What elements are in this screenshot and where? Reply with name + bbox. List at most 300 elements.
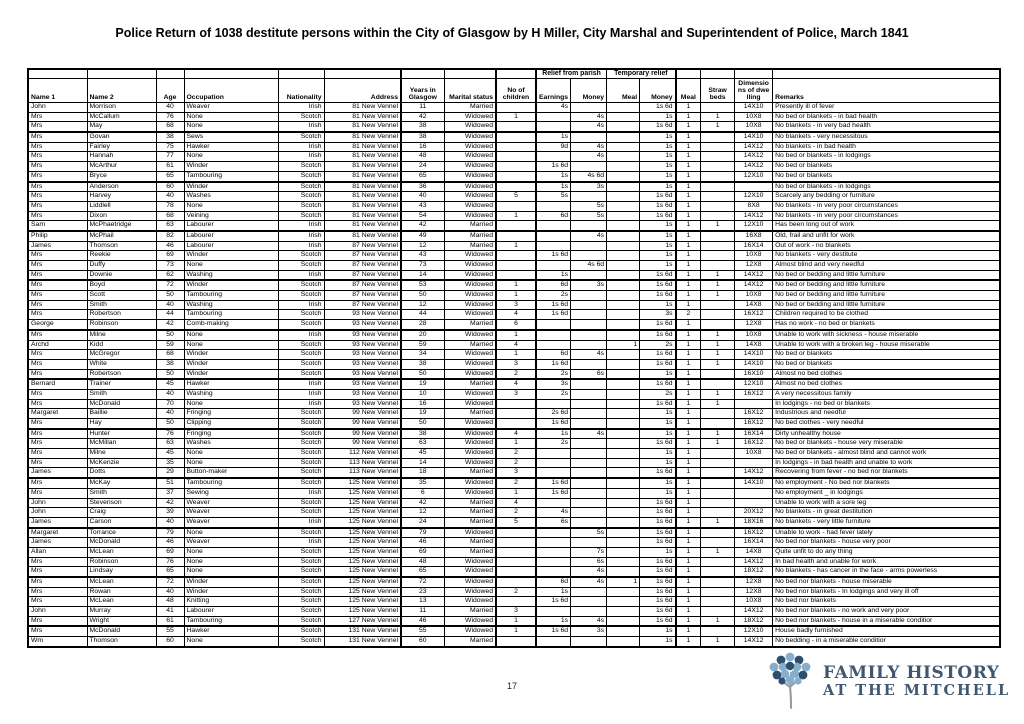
cell-meal: 1	[676, 597, 701, 607]
cell-meal	[607, 528, 640, 538]
cell-name-1: James	[28, 468, 87, 478]
cell-remarks: No bed or blankets - in lodgings	[773, 182, 1000, 192]
cell-meal	[607, 488, 640, 498]
col-header-age: Age	[156, 79, 184, 103]
cell-dimensions-of-dwelling: 12X8	[735, 261, 773, 271]
cell-nationality: Scotch	[278, 597, 324, 607]
cell-age: 60	[156, 182, 184, 192]
col-header-meal: Meal	[607, 79, 640, 103]
cell-earnings: 1s 6d	[536, 300, 571, 310]
cell-nationality: Scotch	[278, 320, 324, 330]
cell-money	[571, 379, 607, 389]
cell-straw-beds: 1	[701, 291, 735, 301]
cell-name-1: Mrs	[28, 478, 87, 488]
cell-address: 93 New Vennel	[324, 379, 401, 389]
cell-no-of-children: 4	[496, 429, 536, 439]
cell-straw-beds	[701, 231, 735, 241]
cell-years-in-glasgow: 63	[401, 439, 444, 449]
cell-meal: 1	[676, 112, 701, 122]
cell-nationality: Scotch	[278, 626, 324, 636]
cell-address: 81 New Vennel	[324, 152, 401, 162]
cell-money: 3s	[571, 182, 607, 192]
cell-straw-beds	[701, 607, 735, 617]
cell-age: 38	[156, 359, 184, 369]
logo-line-2: AT THE MITCHELL	[823, 682, 1011, 700]
cell-dimensions-of-dwelling: 14X12	[735, 152, 773, 162]
cell-money: 4s	[571, 567, 607, 577]
cell-marital-status: Widowed	[444, 251, 496, 261]
cell-no-of-children	[496, 567, 536, 577]
col-header-nationality: Nationality	[278, 79, 324, 103]
cell-name-2: May	[87, 122, 156, 132]
cell-name-1: Archd	[28, 340, 87, 350]
cell-money: 1s	[640, 478, 676, 488]
cell-meal: 1	[676, 132, 701, 142]
cell-meal	[607, 587, 640, 597]
cell-address: 81 New Vennel	[324, 231, 401, 241]
cell-marital-status: Widowed	[444, 182, 496, 192]
cell-no-of-children: 1	[496, 112, 536, 122]
cell-meal	[607, 607, 640, 617]
cell-money: 4s 6d	[571, 261, 607, 271]
cell-name-2: Torrance	[87, 528, 156, 538]
cell-address: 81 New Vennel	[324, 171, 401, 181]
cell-meal	[607, 547, 640, 557]
cell-marital-status: Widowed	[444, 399, 496, 409]
cell-straw-beds	[701, 379, 735, 389]
cell-money: 1s 6d	[640, 577, 676, 587]
cell-money: 4s 6d	[571, 171, 607, 181]
cell-meal	[607, 439, 640, 449]
col-header-name-2: Name 2	[87, 79, 156, 103]
cell-name-1: Mrs	[28, 300, 87, 310]
cell-meal: 1	[676, 359, 701, 369]
cell-address: 81 New Vennel	[324, 192, 401, 202]
cell-occupation: Weaver	[184, 508, 278, 518]
cell-address: 81 New Vennel	[324, 221, 401, 231]
cell-address: 93 New Vennel	[324, 359, 401, 369]
cell-no-of-children: 1	[496, 350, 536, 360]
table-row	[28, 122, 1000, 132]
cell-straw-beds: 1	[701, 637, 735, 647]
cell-age: 77	[156, 152, 184, 162]
cell-name-1: Mrs	[28, 291, 87, 301]
cell-meal: 1	[676, 261, 701, 271]
cell-nationality: Irish	[278, 241, 324, 251]
cell-straw-beds	[701, 409, 735, 419]
cell-name-1: Mrs	[28, 597, 87, 607]
cell-dimensions-of-dwelling: 18X12	[735, 616, 773, 626]
cell-money: 3s	[571, 626, 607, 636]
cell-name-1: Mrs	[28, 201, 87, 211]
cell-name-1: Mrs	[28, 616, 87, 626]
cell-money	[571, 517, 607, 527]
cell-name-2: Trainer	[87, 379, 156, 389]
cell-straw-beds: 1	[701, 340, 735, 350]
cell-years-in-glasgow: 49	[401, 231, 444, 241]
cell-marital-status: Widowed	[444, 626, 496, 636]
column-header-row	[28, 79, 1000, 103]
cell-age: 42	[156, 498, 184, 508]
cell-no-of-children	[496, 270, 536, 280]
cell-nationality: Scotch	[278, 498, 324, 508]
cell-marital-status: Widowed	[444, 142, 496, 152]
cell-no-of-children: 2	[496, 478, 536, 488]
cell-straw-beds	[701, 142, 735, 152]
cell-marital-status: Widowed	[444, 429, 496, 439]
cell-dimensions-of-dwelling: 20X12	[735, 508, 773, 518]
cell-no-of-children: 1	[496, 211, 536, 221]
cell-age: 65	[156, 171, 184, 181]
cell-straw-beds	[701, 320, 735, 330]
cell-name-1: George	[28, 320, 87, 330]
cell-marital-status: Married	[444, 231, 496, 241]
cell-no-of-children	[496, 597, 536, 607]
cell-straw-beds: 1	[701, 221, 735, 231]
cell-address: 125 New Vennel	[324, 577, 401, 587]
cell-name-1: Mrs	[28, 419, 87, 429]
cell-name-1: Mrs	[28, 389, 87, 399]
cell-name-1: Mrs	[28, 132, 87, 142]
cell-address: 87 New Vennel	[324, 270, 401, 280]
cell-no-of-children	[496, 637, 536, 647]
cell-address: 125 New Vennel	[324, 498, 401, 508]
cell-money: 1s 6d	[640, 201, 676, 211]
cell-dimensions-of-dwelling: 14X10	[735, 132, 773, 142]
cell-remarks: No bed nor blankets - no work and very poor	[773, 607, 1000, 617]
cell-dimensions-of-dwelling: 16X8	[735, 231, 773, 241]
cell-name-1: Mrs	[28, 122, 87, 132]
table-row	[28, 429, 1000, 439]
cell-no-of-children	[496, 182, 536, 192]
cell-money: 1s	[640, 419, 676, 429]
cell-no-of-children: 2	[496, 458, 536, 468]
cell-straw-beds	[701, 577, 735, 587]
cell-meal: 1	[676, 291, 701, 301]
cell-name-2: Bryce	[87, 171, 156, 181]
cell-years-in-glasgow: 34	[401, 350, 444, 360]
cell-address: 125 New Vennel	[324, 557, 401, 567]
cell-dimensions-of-dwelling: 14X12	[735, 270, 773, 280]
cell-meal: 1	[676, 142, 701, 152]
table-row	[28, 241, 1000, 251]
table-row	[28, 538, 1000, 548]
cell-no-of-children	[496, 261, 536, 271]
cell-straw-beds	[701, 488, 735, 498]
cell-years-in-glasgow: 38	[401, 359, 444, 369]
cell-years-in-glasgow: 55	[401, 626, 444, 636]
cell-straw-beds	[701, 162, 735, 172]
cell-occupation: Sews	[184, 132, 278, 142]
cell-dimensions-of-dwelling: 14X10	[735, 478, 773, 488]
cell-remarks: In bad health and unable for work	[773, 557, 1000, 567]
table-row	[28, 517, 1000, 527]
cell-money: 1s	[640, 626, 676, 636]
cell-dimensions-of-dwelling: 10X8	[735, 112, 773, 122]
cell-occupation: None	[184, 637, 278, 647]
cell-occupation: Winder	[184, 359, 278, 369]
cell-address: 87 New Vennel	[324, 280, 401, 290]
cell-nationality: Scotch	[278, 468, 324, 478]
cell-years-in-glasgow: 50	[401, 369, 444, 379]
cell-meal: 1	[676, 478, 701, 488]
cell-occupation: Button-maker	[184, 468, 278, 478]
col-header-dimensions-of-dwelling: Dimensions of dwelling	[735, 79, 773, 103]
cell-money: 1s 6d	[640, 103, 676, 113]
cell-money: 1s	[640, 251, 676, 261]
cell-occupation: Winder	[184, 251, 278, 261]
cell-remarks: In lodgings - in bad health and unable to work	[773, 458, 1000, 468]
cell-marital-status: Widowed	[444, 291, 496, 301]
cell-marital-status: Married	[444, 103, 496, 113]
table-row	[28, 221, 1000, 231]
cell-meal	[607, 409, 640, 419]
cell-dimensions-of-dwelling: 14X10	[735, 350, 773, 360]
cell-age: 63	[156, 221, 184, 231]
col-header-years-in-glasgow: Years in Glasgow	[401, 79, 444, 103]
cell-no-of-children	[496, 152, 536, 162]
table-row	[28, 201, 1000, 211]
cell-years-in-glasgow: 79	[401, 528, 444, 538]
cell-dimensions-of-dwelling: 16X12	[735, 528, 773, 538]
cell-years-in-glasgow: 24	[401, 517, 444, 527]
col-header-money: Money	[571, 79, 607, 103]
cell-name-2: McDonald	[87, 538, 156, 548]
cell-straw-beds: 1	[701, 429, 735, 439]
table-row	[28, 567, 1000, 577]
cell-dimensions-of-dwelling: 14X8	[735, 547, 773, 557]
tree-icon	[766, 650, 816, 715]
cell-money	[571, 330, 607, 340]
cell-occupation: Tambouring	[184, 171, 278, 181]
cell-remarks: Quite unfit to do any thing	[773, 547, 1000, 557]
cell-dimensions-of-dwelling: 16X12	[735, 419, 773, 429]
cell-dimensions-of-dwelling: 14X12	[735, 162, 773, 172]
cell-earnings	[536, 112, 571, 122]
cell-remarks: No bed or blankets - in bad health	[773, 112, 1000, 122]
col-header-address: Address	[324, 79, 401, 103]
cell-money: 4s	[571, 152, 607, 162]
cell-meal: 1	[676, 221, 701, 231]
cell-nationality: Scotch	[278, 162, 324, 172]
cell-age: 68	[156, 122, 184, 132]
cell-money	[571, 498, 607, 508]
cell-remarks: Industrious and needful	[773, 409, 1000, 419]
cell-money: 1s	[640, 409, 676, 419]
cell-years-in-glasgow: 13	[401, 597, 444, 607]
cell-money: 1s	[640, 112, 676, 122]
cell-meal: 1	[676, 498, 701, 508]
cell-remarks: Unable to work - had fever lately	[773, 528, 1000, 538]
cell-money	[571, 340, 607, 350]
cell-years-in-glasgow: 38	[401, 122, 444, 132]
cell-years-in-glasgow: 46	[401, 616, 444, 626]
cell-remarks: No blankets - has cancer in the face - arms powerless	[773, 567, 1000, 577]
cell-dimensions-of-dwelling	[735, 399, 773, 409]
cell-meal	[607, 171, 640, 181]
table-row	[28, 132, 1000, 142]
cell-name-2: Robinson	[87, 557, 156, 567]
cell-no-of-children: 1	[496, 616, 536, 626]
cell-name-2: Stevenson	[87, 498, 156, 508]
cell-money: 1s 6d	[640, 517, 676, 527]
cell-earnings	[536, 261, 571, 271]
cell-meal: 1	[676, 280, 701, 290]
cell-nationality: Scotch	[278, 458, 324, 468]
cell-earnings	[536, 320, 571, 330]
cell-name-2: McDonald	[87, 399, 156, 409]
cell-nationality: Irish	[278, 231, 324, 241]
cell-earnings	[536, 557, 571, 567]
cell-address: 125 New Vennel	[324, 547, 401, 557]
cell-dimensions-of-dwelling: 18X16	[735, 517, 773, 527]
cell-no-of-children: 1	[496, 330, 536, 340]
cell-meal	[607, 567, 640, 577]
cell-money: 1s 6d	[640, 616, 676, 626]
cell-straw-beds: 1	[701, 616, 735, 626]
cell-years-in-glasgow: 42	[401, 221, 444, 231]
cell-no-of-children: 3	[496, 300, 536, 310]
cell-name-1: James	[28, 538, 87, 548]
cell-years-in-glasgow: 53	[401, 280, 444, 290]
cell-no-of-children: 1	[496, 626, 536, 636]
cell-meal	[607, 132, 640, 142]
cell-remarks: No blankets - in bad health	[773, 142, 1000, 152]
cell-dimensions-of-dwelling: 16X14	[735, 538, 773, 548]
cell-nationality: Scotch	[278, 449, 324, 459]
cell-dimensions-of-dwelling	[735, 488, 773, 498]
cell-money: 1s	[640, 488, 676, 498]
cell-marital-status: Widowed	[444, 488, 496, 498]
cell-money	[571, 162, 607, 172]
cell-dimensions-of-dwelling: 14X12	[735, 557, 773, 567]
cell-meal: 1	[676, 103, 701, 113]
cell-meal	[607, 310, 640, 320]
cell-nationality: Irish	[278, 103, 324, 113]
table-container	[27, 68, 1001, 648]
cell-remarks: No bed or blankets	[773, 350, 1000, 360]
cell-occupation: Labourer	[184, 231, 278, 241]
cell-address: 125 New Vennel	[324, 517, 401, 527]
cell-address: 93 New Vennel	[324, 310, 401, 320]
cell-nationality: Scotch	[278, 557, 324, 567]
cell-nationality: Scotch	[278, 587, 324, 597]
cell-meal: 1	[676, 270, 701, 280]
cell-meal	[607, 626, 640, 636]
cell-name-2: Wright	[87, 616, 156, 626]
table-row	[28, 211, 1000, 221]
cell-money: 1s 6d	[640, 399, 676, 409]
cell-name-2: McKay	[87, 478, 156, 488]
cell-remarks: Unable to work with sickness - house miserable	[773, 330, 1000, 340]
cell-straw-beds	[701, 132, 735, 142]
cell-nationality: Irish	[278, 389, 324, 399]
cell-meal	[607, 291, 640, 301]
table-row	[28, 251, 1000, 261]
cell-money: 1s 6d	[640, 192, 676, 202]
cell-age: 50	[156, 291, 184, 301]
cell-years-in-glasgow: 45	[401, 449, 444, 459]
cell-money: 4s	[571, 231, 607, 241]
table-row	[28, 557, 1000, 567]
cell-years-in-glasgow: 10	[401, 389, 444, 399]
cell-straw-beds: 1	[701, 350, 735, 360]
cell-dimensions-of-dwelling: 16X12	[735, 310, 773, 320]
table-row	[28, 379, 1000, 389]
table-row	[28, 231, 1000, 241]
cell-remarks: No bed nor blankets - house miserable	[773, 577, 1000, 587]
cell-straw-beds: 1	[701, 280, 735, 290]
cell-address: 93 New Vennel	[324, 369, 401, 379]
cell-straw-beds	[701, 182, 735, 192]
cell-earnings: 1s 6d	[536, 310, 571, 320]
cell-name-2: Duffy	[87, 261, 156, 271]
cell-marital-status: Widowed	[444, 597, 496, 607]
cell-remarks: Unable to work with a sore leg	[773, 498, 1000, 508]
cell-no-of-children	[496, 557, 536, 567]
cell-money: 1s 6d	[640, 350, 676, 360]
cell-years-in-glasgow: 43	[401, 201, 444, 211]
cell-meal	[607, 350, 640, 360]
col-header-meal: Meal	[676, 79, 701, 103]
cell-dimensions-of-dwelling: 14X8	[735, 300, 773, 310]
cell-earnings	[536, 340, 571, 350]
cell-years-in-glasgow: 48	[401, 557, 444, 567]
cell-years-in-glasgow: 48	[401, 152, 444, 162]
cell-money: 4s	[571, 122, 607, 132]
cell-name-1: Mrs	[28, 488, 87, 498]
cell-address: 99 New Vennel	[324, 409, 401, 419]
cell-occupation: Winder	[184, 280, 278, 290]
cell-address: 125 New Vennel	[324, 508, 401, 518]
cell-money	[571, 300, 607, 310]
cell-nationality: Irish	[278, 399, 324, 409]
cell-name-2: Robinson	[87, 320, 156, 330]
cell-occupation: None	[184, 152, 278, 162]
cell-occupation: Weaver	[184, 538, 278, 548]
cell-no-of-children: 2	[496, 587, 536, 597]
cell-straw-beds: 1	[701, 270, 735, 280]
cell-occupation: None	[184, 449, 278, 459]
cell-earnings: 2s	[536, 439, 571, 449]
page-title: Police Return of 1038 destitute persons within the City of Glasgow by H Miller, City Marshal and Superintendent of Police, March 1841	[115, 26, 909, 40]
cell-no-of-children	[496, 231, 536, 241]
cell-nationality: Scotch	[278, 637, 324, 647]
cell-earnings: 6d	[536, 211, 571, 221]
col-header-straw-beds: Straw beds	[701, 79, 735, 103]
cell-marital-status: Widowed	[444, 192, 496, 202]
cell-remarks: No bed or bedding and little furniture	[773, 280, 1000, 290]
cell-age: 68	[156, 211, 184, 221]
cell-dimensions-of-dwelling: 12X10	[735, 171, 773, 181]
cell-address: 125 New Vennel	[324, 478, 401, 488]
cell-years-in-glasgow: 44	[401, 310, 444, 320]
cell-earnings: 2s	[536, 291, 571, 301]
cell-name-2: McLean	[87, 547, 156, 557]
cell-nationality: Scotch	[278, 429, 324, 439]
col-header-remarks: Remarks	[773, 79, 1000, 103]
cell-meal	[607, 300, 640, 310]
cell-name-1: Mrs	[28, 162, 87, 172]
cell-occupation: None	[184, 567, 278, 577]
cell-straw-beds	[701, 201, 735, 211]
cell-name-1: Bernard	[28, 379, 87, 389]
cell-years-in-glasgow: 16	[401, 399, 444, 409]
cell-meal	[607, 330, 640, 340]
cell-money: 1s	[640, 369, 676, 379]
cell-remarks: Has been long out of work	[773, 221, 1000, 231]
cell-money: 1s 6d	[640, 498, 676, 508]
